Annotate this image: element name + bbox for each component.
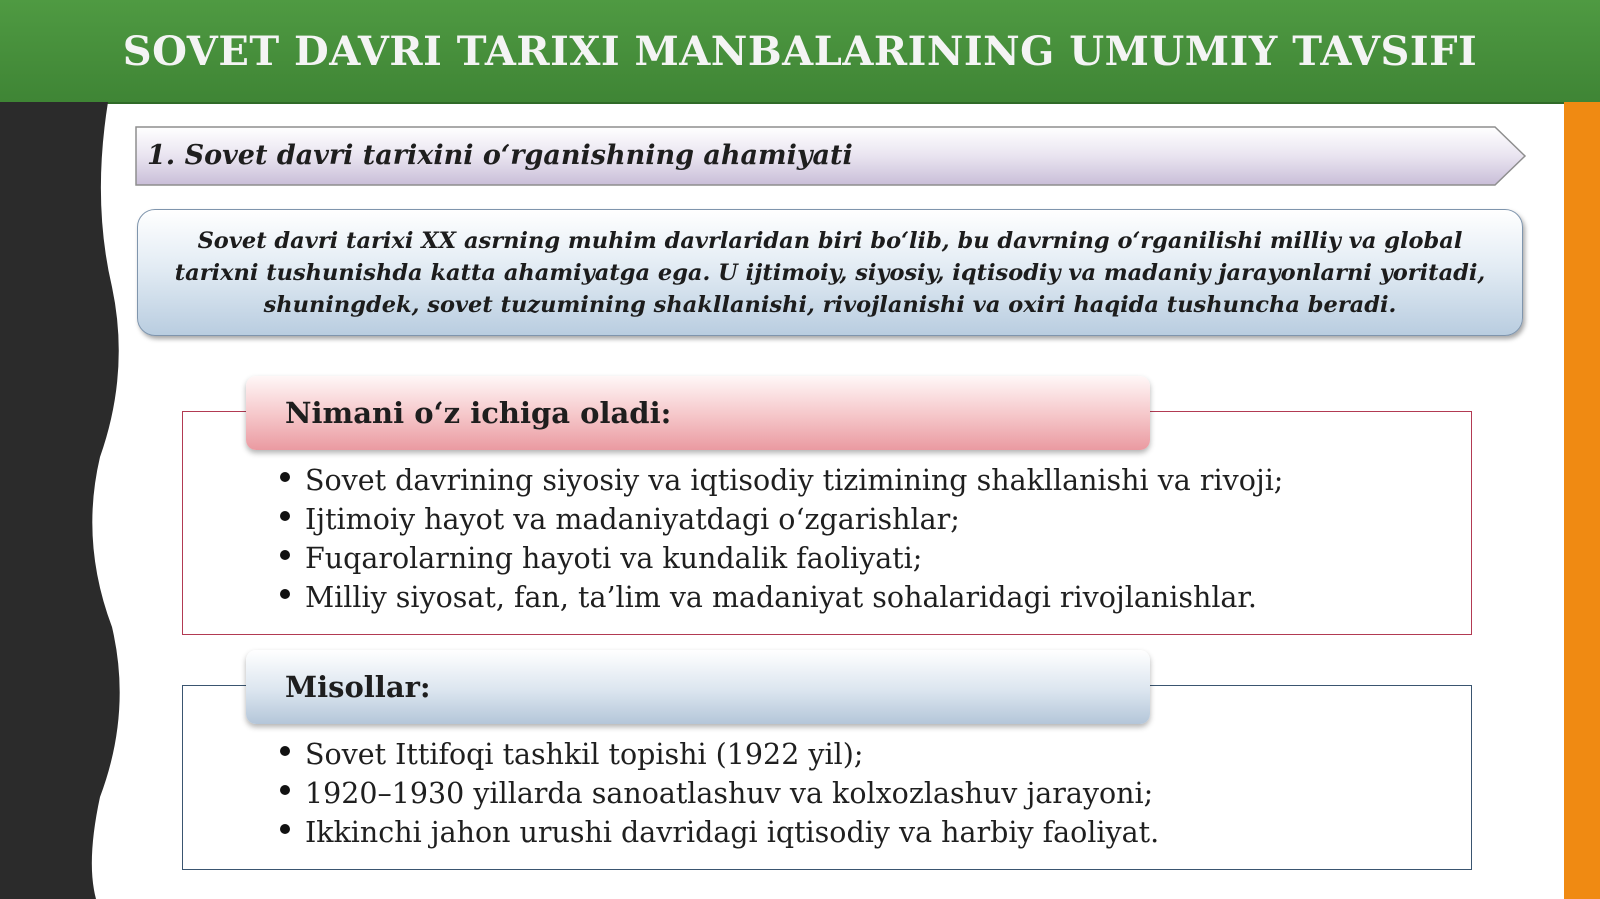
bullet-dot [280,589,290,599]
list-item [280,500,1283,539]
bullet-dot [280,824,290,834]
contents-list [280,461,1283,617]
list-item [280,461,1283,500]
bullet-dot [280,550,290,560]
examples-list [280,735,1159,852]
contents-heading: Nimani o‘z ichiga oladi: [285,396,672,430]
list-item-text: Ikkinchi jahon urushi davridagi iqtisodiy va harbiy faoliyat. [305,816,1160,849]
bullet-dot [280,785,290,795]
list-item-text: Ijtimoiy hayot va madaniyatdagi o‘zgarishlar; [305,503,960,536]
list-item [280,735,1159,774]
title-bar [0,0,1600,104]
slide-title: SOVET DAVRI TARIXI MANBALARINING UMUMIY TAVSIFI [122,27,1478,75]
section-heading: 1. Sovet davri tarixini o‘rganishning ahamiyati [147,140,853,171]
right-accent-bar [1564,102,1600,899]
examples-heading: Misollar: [285,670,431,704]
list-item [280,813,1159,852]
left-wave-band [0,102,120,899]
intro-box [137,209,1523,336]
list-item [280,774,1159,813]
intro-text: Sovet davri tarixi XX asrning muhim davrlaridan biri bo‘lib, bu davrning o‘rganilishi milliy va global tarixni tushunishda katta ahamiyatga ega. U ijtimoiy, siyosiy, iqtisodiy va madaniy jarayonlarni yoritadi, shuningdek, sovet tuzumining shakllanishi, rivojlanishi va oxiri haqida tushuncha beradi. [174,227,1486,318]
bullet-dot [280,511,290,521]
list-item-text: Milliy siyosat, fan, ta’lim va madaniyat sohalaridagi rivojlanishlar. [305,581,1257,614]
list-item-text: Sovet davrining siyosiy va iqtisodiy tizimining shakllanishi va rivoji; [305,464,1284,497]
list-item [280,578,1283,617]
bullet-dot [280,472,290,482]
list-item-text: 1920–1930 yillarda sanoatlashuv va kolxozlashuv jarayoni; [305,777,1154,810]
examples-heading-tab [246,650,1150,724]
list-item-text: Sovet Ittifoqi tashkil topishi (1922 yil); [305,738,864,771]
list-item [280,539,1283,578]
list-item-text: Fuqarolarning hayoti va kundalik faoliyati; [305,542,923,575]
contents-heading-tab [246,376,1150,450]
bullet-dot [280,746,290,756]
